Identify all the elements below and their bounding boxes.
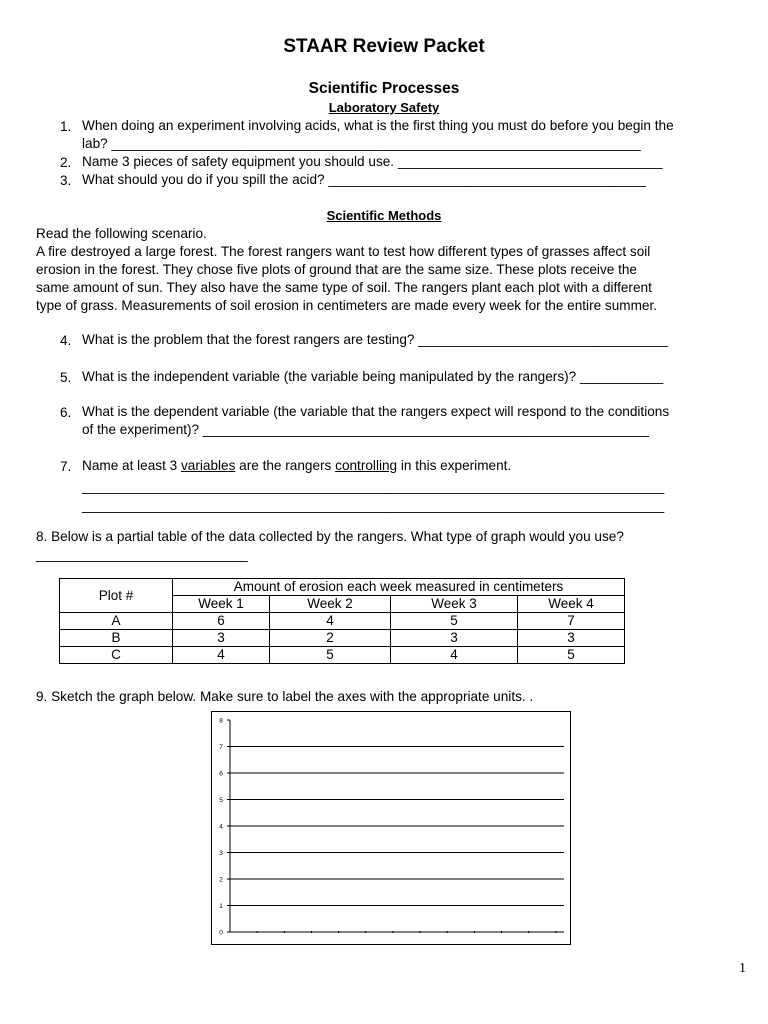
q6-line1: What is the dependent variable (the variable that the rangers expect will respond to the conditions (82, 404, 670, 419)
week-2-header: Week 2 (270, 596, 391, 613)
blank-graph-frame (211, 711, 571, 945)
table-row (60, 647, 625, 664)
q1-number: 1. (60, 119, 72, 134)
y-tick-label: 0 (219, 929, 223, 937)
scenario-intro: Read the following scenario. (36, 226, 207, 241)
value-cell: 4 (391, 647, 518, 664)
q9-text: 9. Sketch the graph below. Make sure to label the axes with the appropriate units. . (36, 689, 534, 704)
q1-line1: When doing an experiment involving acids, what is the first thing you must do before you begin the (82, 118, 674, 133)
page-number: 1 (739, 961, 746, 976)
table-row (60, 613, 625, 630)
value-cell: 3 (518, 630, 625, 647)
q8-blank: ____________________________ (36, 547, 248, 562)
plot-header: Plot # (60, 579, 173, 613)
blank-graph (212, 712, 570, 944)
q7-blank-1: _____________________________________________________________________________ (82, 479, 665, 494)
table-header-row (60, 579, 625, 596)
plot-cell: C (60, 647, 173, 664)
y-tick-label: 8 (219, 717, 223, 725)
value-cell: 4 (270, 613, 391, 630)
y-tick-label: 2 (219, 876, 223, 884)
value-cell: 2 (270, 630, 391, 647)
q7-blank-2: _____________________________________________________________________________ (82, 498, 665, 513)
page-title: STAAR Review Packet (283, 36, 485, 57)
value-cell: 5 (518, 647, 625, 664)
q7-number: 7. (60, 459, 72, 474)
q4-number: 4. (60, 333, 72, 348)
week-1-header: Week 1 (173, 596, 270, 613)
week-4-header: Week 4 (518, 596, 625, 613)
section-heading: Scientific Processes (308, 80, 460, 97)
q7-controlling: controlling (335, 458, 398, 473)
q7-mid: are the rangers (235, 458, 336, 473)
plot-cell: A (60, 613, 173, 630)
scientific-methods-heading: Scientific Methods (326, 208, 442, 223)
q3-text: What should you do if you spill the acid? __________________________________________ (82, 172, 646, 187)
value-cell: 6 (173, 613, 270, 630)
q7-text (82, 457, 511, 475)
y-tick-label: 5 (219, 797, 223, 804)
plot-cell: B (60, 630, 173, 647)
erosion-data-table (59, 578, 625, 664)
y-tick-label: 3 (219, 850, 223, 857)
value-cell: 3 (391, 630, 518, 647)
table-row (60, 630, 625, 647)
erosion-group-header: Amount of erosion each week measured in centimeters (173, 579, 625, 596)
q3-number: 3. (60, 173, 72, 188)
scenario-line-2: erosion in the forest. They chose five plots of ground that are the same size. These plots receive the (36, 262, 637, 277)
value-cell: 7 (518, 613, 625, 630)
scenario-line-4: type of grass. Measurements of soil erosion in centimeters are made every week for the entire summer. (36, 298, 658, 313)
q5-text: What is the independent variable (the variable being manipulated by the rangers)? ___________ (82, 369, 664, 384)
q5-number: 5. (60, 370, 72, 385)
scenario-line-3: same amount of sun. They also have the same type of soil. The rangers plant each plot with a different (36, 280, 652, 295)
week-3-header: Week 3 (391, 596, 518, 613)
lab-safety-heading: Laboratory Safety (328, 100, 440, 115)
q7-pre: Name at least 3 (82, 458, 181, 473)
y-tick-label: 1 (219, 903, 223, 910)
q7-post: in this experiment. (397, 458, 512, 473)
q8-text: 8. Below is a partial table of the data collected by the rangers. What type of graph would you use? (36, 529, 624, 544)
scenario-line-1: A fire destroyed a large forest. The forest rangers want to test how different types of grasses affect soil (36, 244, 651, 259)
y-tick-label: 4 (219, 823, 223, 831)
q2-text: Name 3 pieces of safety equipment you should use. ___________________________________ (82, 154, 663, 169)
y-tick-label: 7 (219, 744, 223, 751)
q6-line2: of the experiment)? ___________________________________________________________ (82, 422, 649, 437)
value-cell: 5 (270, 647, 391, 664)
value-cell: 4 (173, 647, 270, 664)
q4-text: What is the problem that the forest rangers are testing? _________________________________ (82, 332, 668, 347)
q1-line2: lab? ______________________________________________________________________ (82, 136, 641, 151)
q7-variables: variables (180, 458, 236, 473)
q2-number: 2. (60, 155, 72, 170)
value-cell: 5 (391, 613, 518, 630)
value-cell: 3 (173, 630, 270, 647)
q6-number: 6. (60, 405, 72, 420)
y-tick-label: 6 (219, 770, 223, 778)
